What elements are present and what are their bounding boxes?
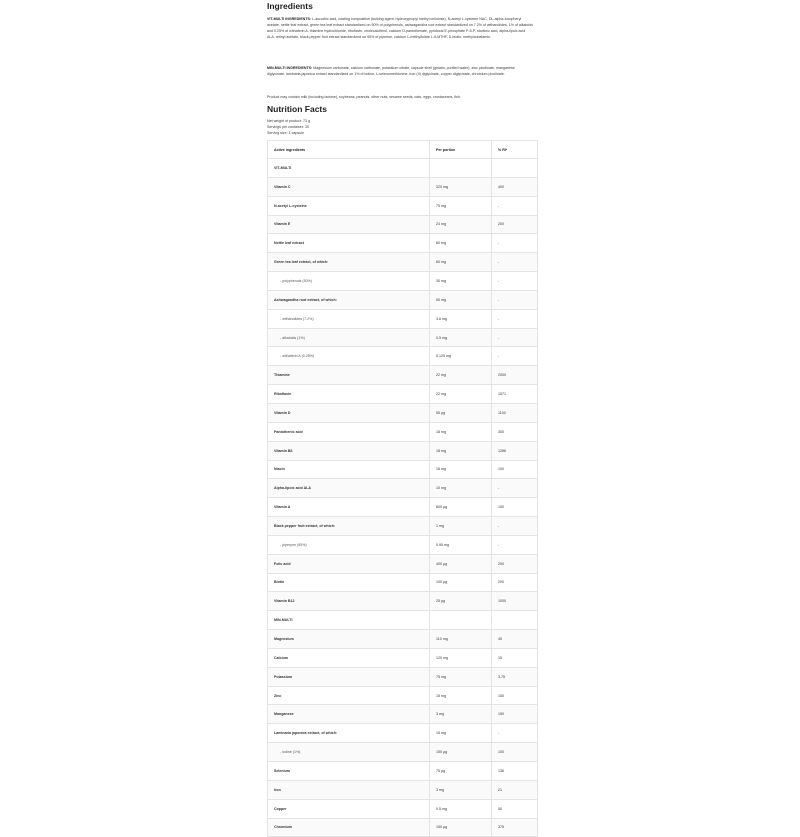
table-row [268,309,538,328]
ri-value: 136 [492,762,538,781]
ingredient-name: Zinc [268,686,430,705]
ingredient-name: MIN-MULTI [268,611,430,630]
table-row [268,234,538,253]
per-portion-value: 0.95 mg [430,535,492,554]
ingredient-name: - withanolides (7.2%) [268,309,430,328]
ingredient-name: Black pepper fruit extract, of which: [268,517,430,536]
vit-multi-ingredients [267,16,533,40]
table-row [268,328,538,347]
table-row [268,762,538,781]
table-row [268,667,538,686]
ingredient-name: Thiamine [268,366,430,385]
table-row [268,780,538,799]
ri-value: - [492,234,538,253]
ingredient-name: Nettle leaf extract [268,234,430,253]
net-weight: Net weight of product: 73 g [267,119,310,123]
ingredient-name: - polyphenols (50%) [268,272,430,291]
per-portion-value [430,159,492,178]
per-portion-value: 60 mg [430,234,492,253]
ri-value: 15 [492,648,538,667]
allergen-note: Product may contain milk (including lactose), soybeans, peanuts, other nuts, sesame seeds, oats, eggs, crustaceans, fish. [267,95,461,99]
table-row [268,196,538,215]
ingredient-name: Vitamin D [268,403,430,422]
ingredient-name: Pantothenic acid [268,422,430,441]
nutrition-table [267,140,538,837]
table-row [268,818,538,837]
header-per-portion: Per portion [430,141,492,159]
ri-value: - [492,309,538,328]
ri-value: 45 [492,630,538,649]
per-portion-value: 16 mg [430,460,492,479]
ri-value: 1571 [492,385,538,404]
ri-value: - [492,347,538,366]
ri-value: - [492,479,538,498]
ri-value: 3.75 [492,667,538,686]
table-row [268,724,538,743]
nutrition-table-body [268,159,538,837]
ingredient-name: - iodine (1%) [268,743,430,762]
header-active-ingredients: Active ingredients [268,141,430,159]
per-portion-value: 3.6 mg [430,309,492,328]
per-portion-value: 18 mg [430,441,492,460]
table-row [268,743,538,762]
per-portion-value: 22 mg [430,366,492,385]
ingredient-name: Iron [268,780,430,799]
servings-per-container: Servings per container: 30 [267,125,309,129]
ingredient-name: Green tea leaf extract, of which: [268,253,430,272]
header-ri: % RI* [492,141,538,159]
ingredient-name: Vitamin A [268,498,430,517]
per-portion-value: 22 mg [430,385,492,404]
vit-multi-text: L-ascorbic acid, coating composition (bulking agent: hydroxypropyl methyl cellulose), N-acetyl L-cysteine NAC, DL-alpha-tocopheryl acetate, nettle leaf extract, green tea leaf extract standardized on 50% of polyphenols, ashwagandha root extract standardized on 7.2% of withanolides, 1% of alkaloids and 0.25% of withaferin A, thiamine hydrochloride, riboflavin, cholecalciferol, calcium D-pantothenate, pyridoxal 5'-phosphate P-5-P, nicotinic acid, alpha-lipoic acid ALA, retinyl acetate, black pepper fruit extract standardized on 95% of piperine, calcium L-methylfolate L-5-MTHF, D-biotin, methylcobalamin. [267,17,533,40]
ri-value: - [492,328,538,347]
min-multi-label: MIN-MULTI INGREDIENTS: [267,66,313,70]
ri-value: 150 [492,686,538,705]
ingredient-name: - withaferin A (0.25%) [268,347,430,366]
min-multi-ingredients [267,65,533,77]
ingredient-name: Vitamin C [268,177,430,196]
ingredient-name: N-acetyl L-cysteine [268,196,430,215]
table-row [268,403,538,422]
ri-value [492,159,538,178]
ri-value: 375 [492,818,538,837]
ri-value: 200 [492,215,538,234]
table-row [268,498,538,517]
table-row [268,347,538,366]
per-portion-value: 50 mg [430,290,492,309]
table-row [268,159,538,178]
nutrition-meta [267,118,310,136]
table-row [268,592,538,611]
ri-value: 50 [492,799,538,818]
table-row [268,366,538,385]
per-portion-value: 15 mg [430,724,492,743]
ingredient-name: Laminaria japonica extract, of which: [268,724,430,743]
ingredient-name: Copper [268,799,430,818]
ingredient-name: Potassium [268,667,430,686]
ri-value: - [492,272,538,291]
ingredients-heading: Ingredients [267,1,313,11]
per-portion-value: 100 µg [430,573,492,592]
per-portion-value: 15 mg [430,686,492,705]
ri-value [492,611,538,630]
ingredient-name: Vitamin B6 [268,441,430,460]
table-row [268,686,538,705]
ri-value: 100 [492,743,538,762]
ri-value: 21 [492,780,538,799]
table-row [268,253,538,272]
table-row [268,272,538,291]
per-portion-value: 75 mg [430,667,492,686]
ri-value: 150 [492,705,538,724]
table-row [268,799,538,818]
per-portion-value: 24 mg [430,215,492,234]
table-row [268,177,538,196]
ingredient-name: Alpha-lipoic acid ALA [268,479,430,498]
vit-multi-label: VIT-MULTI INGREDIENTS: [267,17,312,21]
per-portion-value: 800 µg [430,498,492,517]
ri-value: 2000 [492,366,538,385]
ri-value: - [492,535,538,554]
table-row [268,611,538,630]
per-portion-value: 60 mg [430,253,492,272]
per-portion-value: 0.125 mg [430,347,492,366]
ri-value: 1286 [492,441,538,460]
table-header-row [268,141,538,159]
ingredient-name: - alkaloids (1%) [268,328,430,347]
nutrition-facts-heading: Nutrition Facts [267,104,327,114]
table-row [268,705,538,724]
per-portion-value: 18 mg [430,422,492,441]
table-row [268,630,538,649]
table-row [268,648,538,667]
per-portion-value: 320 mg [430,177,492,196]
table-row [268,535,538,554]
per-portion-value: 120 mg [430,648,492,667]
table-row [268,215,538,234]
ingredient-name: Selenium [268,762,430,781]
ingredient-name: Biotin [268,573,430,592]
per-portion-value: 1 mg [430,517,492,536]
table-row [268,573,538,592]
ri-value: - [492,290,538,309]
ingredient-name: VIT-MULTI [268,159,430,178]
per-portion-value: 3 mg [430,705,492,724]
per-portion-value: 150 µg [430,743,492,762]
ri-value: - [492,253,538,272]
ingredient-name: Magnesium [268,630,430,649]
per-portion-value: 0.5 mg [430,328,492,347]
ingredient-name: Niacin [268,460,430,479]
per-portion-value: 10 mg [430,479,492,498]
ingredient-name: Ashwagandha root extract, of which: [268,290,430,309]
table-row [268,385,538,404]
min-multi-text: Magnesium carbonate, calcium carbonate, potassium citrate, capsule shell (gelatin, purified water), zinc picolinate, manganese diglycinate, laminaria japonica extract standardized on 1% of iodine, L-selenomethionine, iron (II) diglycinate, copper diglycinate, chromium picolinate. [267,66,515,77]
per-portion-value: 110 mg [430,630,492,649]
per-portion-value: 0.5 mg [430,799,492,818]
ingredient-name: Vitamin B12 [268,592,430,611]
per-portion-value: 55 µg [430,403,492,422]
ri-value: - [492,724,538,743]
table-row [268,479,538,498]
table-row [268,554,538,573]
per-portion-value: 150 µg [430,818,492,837]
per-portion-value: 75 µg [430,762,492,781]
ingredient-name: Manganese [268,705,430,724]
ingredient-name: Calcium [268,648,430,667]
ri-value: 100 [492,460,538,479]
table-row [268,460,538,479]
per-portion-value: 30 mg [430,272,492,291]
per-portion-value: 3 mg [430,780,492,799]
ingredient-name: Vitamin E [268,215,430,234]
ingredient-name: Riboflavin [268,385,430,404]
ri-value: 300 [492,422,538,441]
per-portion-value [430,611,492,630]
table-row [268,290,538,309]
ingredient-name: Folic acid [268,554,430,573]
ri-value: 100 [492,498,538,517]
table-row [268,422,538,441]
ri-value: 200 [492,554,538,573]
table-row [268,441,538,460]
ingredient-name: - piperyne (95%) [268,535,430,554]
per-portion-value: 25 µg [430,592,492,611]
ri-value: - [492,196,538,215]
ri-value: 200 [492,573,538,592]
ri-value: - [492,517,538,536]
ingredient-name: Chromium [268,818,430,837]
serving-size: Serving size: 1 capsule [267,131,304,135]
ri-value: 1100 [492,403,538,422]
per-portion-value: 75 mg [430,196,492,215]
per-portion-value: 400 µg [430,554,492,573]
ri-value: 1000 [492,592,538,611]
ri-value: 400 [492,177,538,196]
table-row [268,517,538,536]
